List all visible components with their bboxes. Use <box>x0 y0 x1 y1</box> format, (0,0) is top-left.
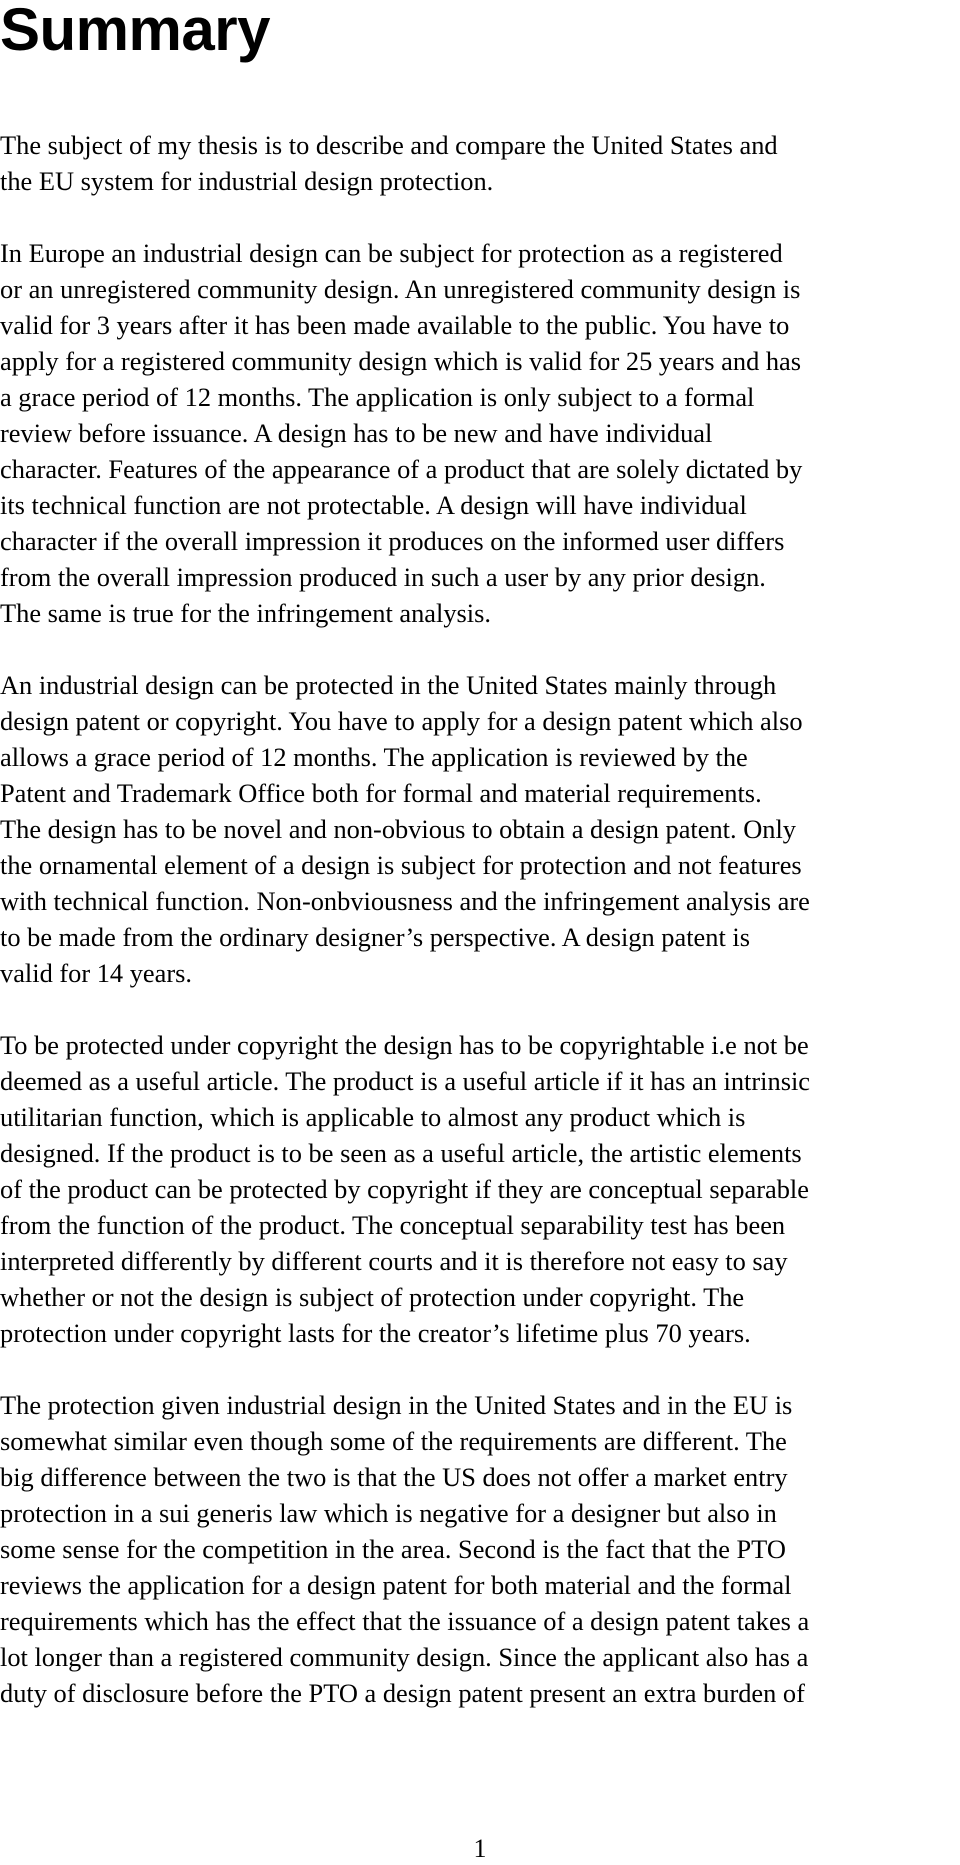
text-line: somewhat similar even though some of the requirements are different. The <box>0 1426 787 1456</box>
paragraph-copyright <box>0 1027 960 1351</box>
text-line: character if the overall impression it produces on the informed user differs <box>0 526 785 556</box>
text-line: interpreted differently by different courts and it is therefore not easy to say <box>0 1246 788 1276</box>
text-line: allows a grace period of 12 months. The application is reviewed by the <box>0 742 748 772</box>
text-line: protection in a sui generis law which is negative for a designer but also in <box>0 1498 777 1528</box>
text-line: The same is true for the infringement analysis. <box>0 598 492 628</box>
text-line: deemed as a useful article. The product is a useful article if it has an intrinsic <box>0 1066 811 1096</box>
text-line: protection under copyright lasts for the creator’s lifetime plus 70 years. <box>0 1318 751 1348</box>
text-line: its technical function are not protectable. A design will have individual <box>0 490 747 520</box>
text-line: apply for a registered community design which is valid for 25 years and has <box>0 346 802 376</box>
text-line: a grace period of 12 months. The application is only subject to a formal <box>0 382 755 412</box>
text-line: The subject of my thesis is to describe and compare the United States and <box>0 130 778 160</box>
paragraph-eu-protection <box>0 235 960 631</box>
text-line: design patent or copyright. You have to apply for a design patent which also <box>0 706 803 736</box>
text-line: valid for 14 years. <box>0 958 193 988</box>
text-line: with technical function. Non-onbviousness and the infringement analysis are <box>0 886 810 916</box>
text-line: duty of disclosure before the PTO a design patent present an extra burden of <box>0 1678 805 1708</box>
text-line: character. Features of the appearance of a product that are solely dictated by <box>0 454 803 484</box>
text-line: to be made from the ordinary designer’s perspective. A design patent is <box>0 922 750 952</box>
text-line: The protection given industrial design in the United States and in the EU is <box>0 1390 793 1420</box>
text-line: review before issuance. A design has to be new and have individual <box>0 418 713 448</box>
paragraph-intro <box>0 127 960 199</box>
paragraph-comparison <box>0 1387 960 1711</box>
text-line: the EU system for industrial design protection. <box>0 166 494 196</box>
text-line: requirements which has the effect that the issuance of a design patent takes a <box>0 1606 810 1636</box>
text-line: from the overall impression produced in such a user by any prior design. <box>0 562 766 592</box>
text-line: big difference between the two is that the US does not offer a market entry <box>0 1462 788 1492</box>
page-title: Summary <box>0 0 270 63</box>
text-line: lot longer than a registered community design. Since the applicant also has a <box>0 1642 809 1672</box>
text-line: utilitarian function, which is applicable to almost any product which is <box>0 1102 746 1132</box>
text-line: of the product can be protected by copyright if they are conceptual separable <box>0 1174 809 1204</box>
paragraph-us-design-patent <box>0 667 960 991</box>
text-line: reviews the application for a design patent for both material and the formal <box>0 1570 792 1600</box>
text-line: To be protected under copyright the design has to be copyrightable i.e not be <box>0 1030 809 1060</box>
text-line: some sense for the competition in the area. Second is the fact that the PTO <box>0 1534 786 1564</box>
page-number: 1 <box>473 1834 487 1863</box>
text-line: whether or not the design is subject of protection under copyright. The <box>0 1282 745 1312</box>
text-line: The design has to be novel and non-obvious to obtain a design patent. Only <box>0 814 796 844</box>
text-line: An industrial design can be protected in the United States mainly through <box>0 670 777 700</box>
text-line: designed. If the product is to be seen as a useful article, the artistic elements <box>0 1138 802 1168</box>
text-line: valid for 3 years after it has been made available to the public. You have to <box>0 310 790 340</box>
text-line: the ornamental element of a design is subject for protection and not features <box>0 850 802 880</box>
text-line: Patent and Trademark Office both for formal and material requirements. <box>0 778 762 808</box>
text-line: from the function of the product. The conceptual separability test has been <box>0 1210 786 1240</box>
text-line: or an unregistered community design. An unregistered community design is <box>0 274 801 304</box>
text-line: In Europe an industrial design can be subject for protection as a registered <box>0 238 783 268</box>
